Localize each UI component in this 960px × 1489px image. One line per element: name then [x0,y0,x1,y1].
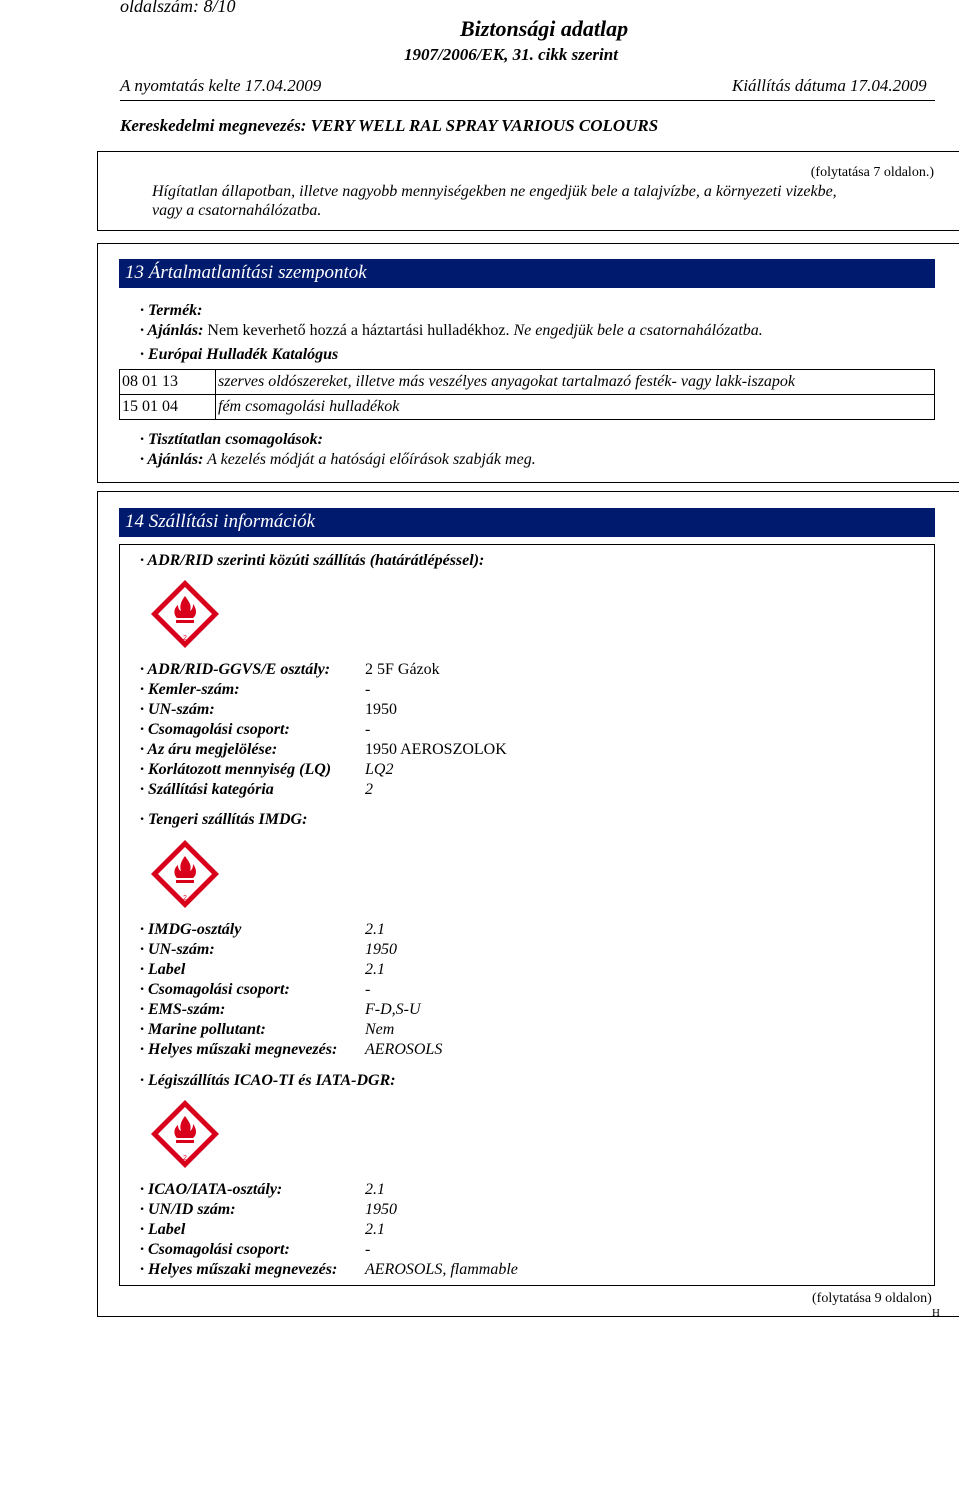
document-title: Biztonsági adatlap [460,16,629,41]
table-row [120,370,935,395]
imdg-class-row: · IMDG-osztály 2.1 [140,921,385,938]
print-date: A nyomtatás kelte 17.04.2009 [120,76,322,95]
un-number-row: · UN-szám: 1950 [140,941,397,958]
limited-quantity-row: · Korlátozott mennyiség (LQ) LQ2 [140,761,394,778]
prev-section-box [97,151,959,231]
label-row: · Label 2.1 [140,961,385,978]
air-transport-heading: · Légiszállítás ICAO-TI és IATA-DGR: [140,1072,396,1089]
kemler-row: · Kemler-szám: - [140,681,371,698]
transport-box [119,544,935,1286]
recommendation-line-2: · Ajánlás: A kezelés módját a hatósági előírások szabják meg. [140,451,536,468]
road-transport-heading: · ADR/RID szerinti közúti szállítás (határátlépéssel): [140,552,485,569]
waste-code: 15 01 04 [120,395,216,420]
technical-name-row: · Helyes műszaki megnevezés: AEROSOLS [140,1041,443,1058]
marine-pollutant-row: · Marine pollutant: Nem [140,1021,395,1038]
un-number-row: · UN-szám: 1950 [140,701,397,718]
header-divider [120,100,935,101]
technical-name-row: · Helyes műszaki megnevezés: AEROSOLS, flammable [140,1261,518,1278]
goods-designation-row: · Az áru megjelölése: 1950 AEROSZOLOK [140,741,507,758]
waste-catalog-table [119,369,935,420]
issue-date: Kiállítás dátuma 17.04.2009 [732,76,927,95]
sea-transport-heading: · Tengeri szállítás IMDG: [140,811,308,828]
flame-diamond-icon [149,1098,221,1170]
continued-to: (folytatása 9 oldalon) [812,1291,932,1306]
continued-from: (folytatása 7 oldalon.) [810,165,934,180]
transport-category-row: · Szállítási kategória 2 [140,781,373,798]
product-label: · Termék: [140,302,203,319]
svg-text:2: 2 [183,1155,187,1162]
uncleaned-packaging-label: · Tisztítatlan csomagolások: [140,431,323,448]
catalog-label: · Európai Hulladék Katalógus [140,346,339,363]
icao-class-row: · ICAO/IATA-osztály: 2.1 [140,1181,385,1198]
waste-description: szerves oldószereket, illetve más veszélyes anyagokat tartalmazó festék- vagy lakk-iszapok [216,370,935,395]
table-row [120,395,935,420]
footer-mark: H [932,1307,940,1319]
svg-text:2: 2 [183,895,187,902]
ems-number-row: · EMS-szám: F-D,S-U [140,1001,421,1018]
flame-diamond-icon [149,578,221,650]
label-row: · Label 2.1 [140,1221,385,1238]
section13-heading: 13 Ártalmatlanítási szempontok [119,259,935,288]
trade-name: Kereskedelmi megnevezés: VERY WELL RAL SPRAY VARIOUS COLOURS [120,116,659,135]
waste-code: 08 01 13 [120,370,216,395]
flame-diamond-icon [149,838,221,910]
document-subtitle: 1907/2006/EK, 31. cikk szerint [404,45,618,64]
prev-text-line1: Hígítatlan állapotban, illetve nagyobb mennyiségekben ne engedjük bele a talajvízbe, a környezeti vizekbe, [152,183,837,200]
page-number: oldalszám: 8/10 [120,0,236,16]
packing-group-row: · Csomagolási csoport: - [140,721,371,738]
adr-class-row: · ADR/RID-GGVS/E osztály: 2 5F Gázok [140,661,440,678]
prev-text-line2: vagy a csatornahálózatba. [152,202,322,219]
packing-group-row: · Csomagolási csoport: - [140,1241,371,1258]
un-id-number-row: · UN/ID szám: 1950 [140,1201,397,1218]
waste-description: fém csomagolási hulladékok [216,395,935,420]
section14-heading: 14 Szállítási információk [119,508,935,537]
recommendation-line: · Ajánlás: Nem keverhető hozzá a háztartási hulladékhoz. Ne engedjük bele a csatornahálózatba. [140,322,763,339]
svg-text:2: 2 [183,635,187,642]
packing-group-row: · Csomagolási csoport: - [140,981,371,998]
